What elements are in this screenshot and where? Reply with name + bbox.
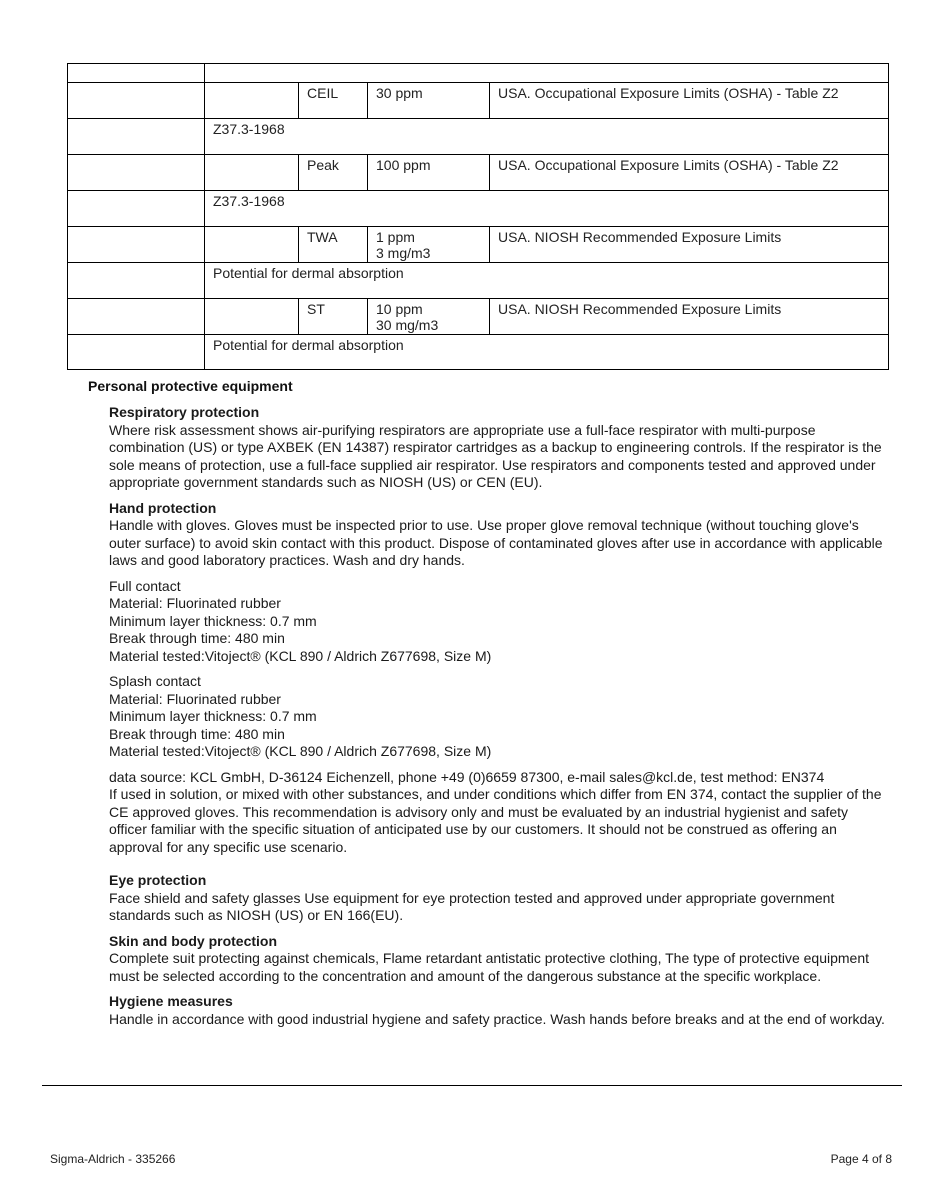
hygiene-text: Handle in accordance with good industrial hygiene and safety practice. Wash hands before breaks and at the end of workday. [109,1010,885,1027]
data-source-text: data source: KCL GmbH, D-36124 Eichenzell, phone +49 (0)6659 87300, e-mail sales@kcl.de, test method: EN374 [109,768,825,785]
table-cell [205,83,299,118]
full-contact-block [109,578,889,666]
hand-text: Handle with gloves. Gloves must be inspected prior to use. Use proper glove removal technique (without touching glove's outer surface) to avoid skin contact with this product. Dispose of contaminated gloves after use in accordance with applicable laws and good laboratory practices. Wash and dry hands. [109,517,883,568]
table-cell [68,263,205,298]
table-cell [68,64,205,82]
full-contact-line: Material: Fluorinated rubber [109,595,281,611]
footer-page-number: Page 4 of 8 [830,1152,892,1166]
table-cell [68,335,205,369]
full-contact-line: Full contact [109,577,181,594]
full-contact-line: Material tested:Vitoject® (KCL 890 / Aldrich Z677698, Size M) [109,647,492,664]
control-parameter-type: Peak [299,155,368,190]
control-parameter-type: CEIL [299,83,368,118]
eye-text: Face shield and safety glasses Use equipment for eye protection tested and approved under appropriate government standards such as NIOSH (US) or EN 166(EU). [109,889,835,923]
table-cell [205,155,299,190]
hygiene-heading: Hygiene measures [109,993,233,1009]
table-cell [205,227,299,262]
exposure-basis: USA. NIOSH Recommended Exposure Limits [498,229,782,245]
table-cell [205,64,888,82]
table-cell [68,299,205,334]
table-cell [68,83,205,118]
splash-contact-line: Minimum layer thickness: 0.7 mm [109,708,317,724]
hand-heading: Hand protection [109,499,217,516]
skin-text: Complete suit protecting against chemicals, Flame retardant antistatic protective clothing, The type of protective equipment must be selected according to the concentration and amount of the dangerous substance at the specific workplace. [109,950,870,984]
full-contact-line: Break through time: 480 min [109,630,285,646]
table-cell [68,119,205,154]
full-contact-line: Minimum layer thickness: 0.7 mm [109,612,317,629]
exposure-value: 1 ppm 3 mg/m3 [368,227,490,262]
table-row [67,154,889,190]
ppe-section-title: Personal protective equipment [88,378,293,394]
table-row [67,262,889,298]
table-row [67,334,889,370]
exposure-value: 10 ppm 30 mg/m3 [368,299,490,334]
table-row [67,118,889,154]
footer-divider [42,1085,902,1086]
ppe-content [109,404,889,1028]
exposure-value: 30 ppm [368,83,490,118]
exposure-basis: USA. NIOSH Recommended Exposure Limits [498,301,782,317]
table-row [67,82,889,118]
exposure-basis: USA. Occupational Exposure Limits (OSHA) - Table Z2 [498,157,839,173]
table-cell [205,299,299,334]
table-note: Z37.3-1968 [213,121,285,137]
control-parameter-type: TWA [299,227,368,262]
splash-contact-line: Material tested:Vitoject® (KCL 890 / Aldrich Z677698, Size M) [109,743,492,759]
table-note: Z37.3-1968 [213,193,285,209]
splash-contact-line: Splash contact [109,673,201,689]
control-parameter-type: ST [299,299,368,334]
table-row [67,226,889,262]
footer-product-id: Sigma-Aldrich - 335266 [50,1152,176,1166]
exposure-value: 100 ppm [368,155,490,190]
respiratory-heading: Respiratory protection [109,404,260,420]
splash-contact-line: Material: Fluorinated rubber [109,690,281,707]
advisory-text: If used in solution, or mixed with other substances, and under conditions which differ from EN 374, contact the supplier of the CE approved gloves. This recommendation is advisory only and must be evaluated by an industrial hygienist and safety officer familiar with the specific situation of anticipated use by our customers. It should not be construed as offering an approval for any specific use scenario. [109,786,882,855]
table-row [67,190,889,226]
table-cell [68,227,205,262]
table-note: Potential for dermal absorption [213,337,404,353]
splash-contact-line: Break through time: 480 min [109,725,285,742]
skin-heading: Skin and body protection [109,932,278,949]
exposure-limits-table [67,63,889,370]
table-note: Potential for dermal absorption [213,265,404,281]
splash-contact-block [109,673,889,761]
table-row [67,63,889,82]
eye-heading: Eye protection [109,872,207,888]
table-cell [68,155,205,190]
exposure-basis: USA. Occupational Exposure Limits (OSHA) - Table Z2 [498,85,839,101]
respiratory-text: Where risk assessment shows air-purifying respirators are appropriate use a full-face respirator with multi-purpose combination (US) or type AXBEK (EN 14387) respirator cartridges as a backup to engineering controls. If the respirator is the sole means of protection, use a full-face supplied air respirator. Use respirators and components tested and approved under appropriate government standards such as NIOSH (US) or CEN (EU). [109,421,882,490]
table-row [67,298,889,334]
table-cell [68,191,205,226]
